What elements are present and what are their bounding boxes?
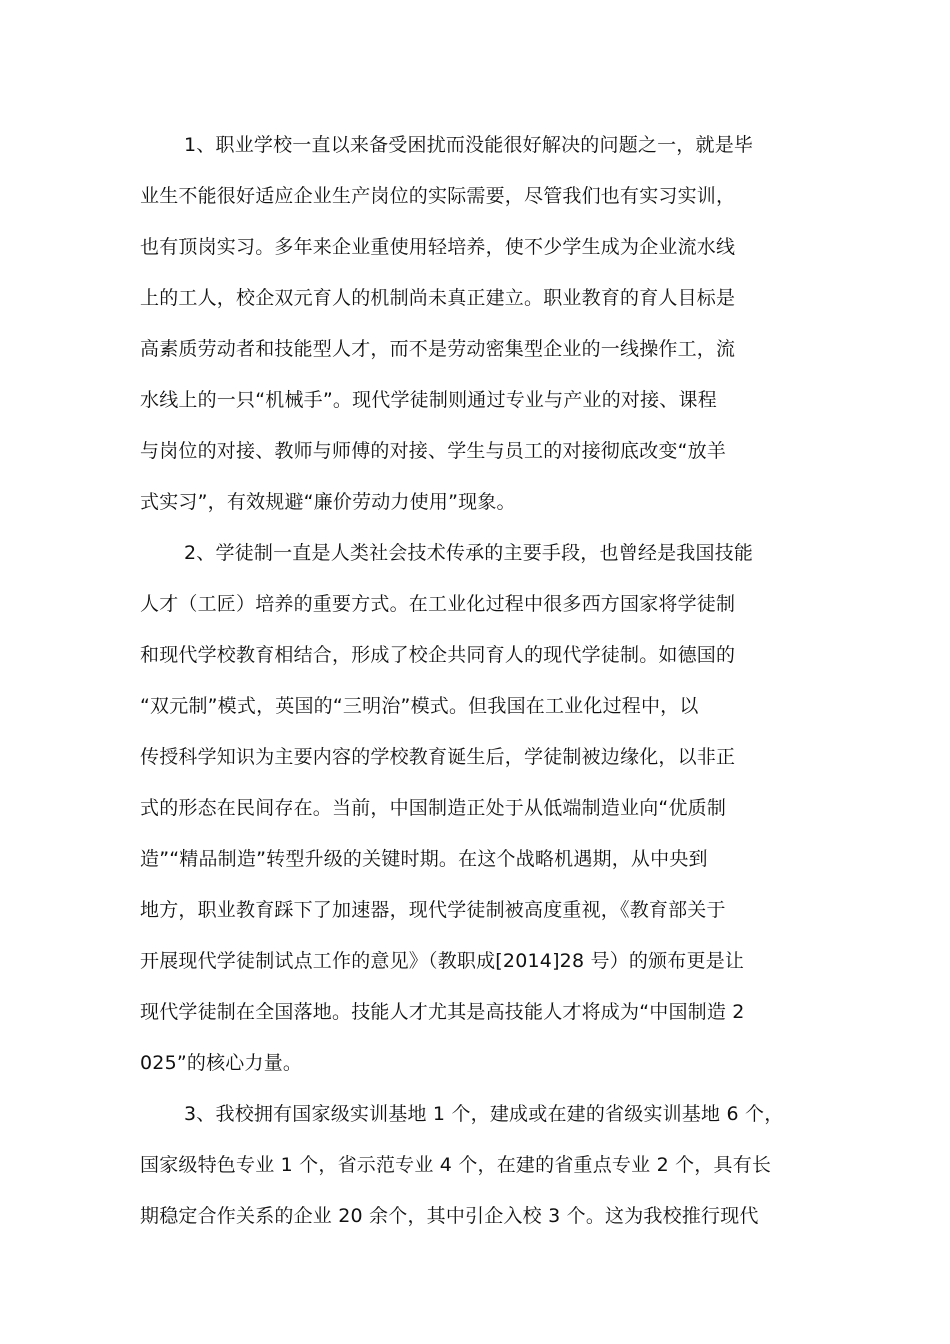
paragraph-line: “双元制”模式，英国的“三明治”模式。但我国在工业化过程中，以 — [140, 695, 699, 717]
document-body — [140, 120, 830, 1242]
paragraph-line: 上的工人，校企双元育人的机制尚未真正建立。职业教育的育人目标是 — [140, 287, 736, 309]
paragraph-line: 造”“精品制造”转型升级的关键时期。在这个战略机遇期，从中央到 — [140, 848, 708, 870]
paragraph-3 — [140, 1089, 830, 1242]
paragraph-line: 与岗位的对接、教师与师傅的对接、学生与员工的对接彻底改变“放羊 — [140, 440, 727, 462]
paragraph-line: 和现代学校教育相结合，形成了校企共同育人的现代学徒制。如德国的 — [140, 644, 736, 666]
paragraph-1 — [140, 120, 830, 528]
paragraph-line: 现代学徒制在全国落地。技能人才尤其是高技能人才将成为“中国制造 2 — [140, 1001, 745, 1023]
paragraph-2 — [140, 528, 830, 1089]
paragraph-line: 也有顶岗实习。多年来企业重使用轻培养，使不少学生成为企业流水线 — [140, 236, 736, 258]
paragraph-line: 开展现代学徒制试点工作的意见》（教职成[2014]28 号）的颁布更是让 — [140, 950, 745, 972]
paragraph-line: 高素质劳动者和技能型人才，而不是劳动密集型企业的一线操作工，流 — [140, 338, 736, 360]
paragraph-line: 2、学徒制一直是人类社会技术传承的主要手段，也曾经是我国技能 — [184, 542, 754, 564]
paragraph-line: 地方，职业教育踩下了加速器，现代学徒制被高度重视，《教育部关于 — [140, 899, 726, 921]
paragraph-line: 传授科学知识为主要内容的学校教育诞生后，学徒制被边缘化，以非正 — [140, 746, 736, 768]
paragraph-line: 期稳定合作关系的企业 20 余个，其中引企入校 3 个。这为我校推行现代 — [140, 1205, 759, 1227]
paragraph-line: 式实习”，有效规避“廉价劳动力使用”现象。 — [140, 491, 516, 513]
paragraph-line: 水线上的一只“机械手”。现代学徒制则通过专业与产业的对接、课程 — [140, 389, 717, 411]
paragraph-line: 国家级特色专业 1 个，省示范专业 4 个，在建的省重点专业 2 个，具有长 — [140, 1154, 772, 1176]
paragraph-line: 025”的核心力量。 — [140, 1052, 303, 1074]
paragraph-line: 人才（工匠）培养的重要方式。在工业化过程中很多西方国家将学徒制 — [140, 593, 736, 615]
paragraph-line: 1、职业学校一直以来备受困扰而没能很好解决的问题之一，就是毕 — [184, 134, 754, 156]
paragraph-line: 业生不能很好适应企业生产岗位的实际需要，尽管我们也有实习实训， — [140, 185, 736, 207]
paragraph-line: 式的形态在民间存在。当前，中国制造正处于从低端制造业向“优质制 — [140, 797, 727, 819]
paragraph-line: 3、我校拥有国家级实训基地 1 个，建成或在建的省级实训基地 6 个， — [184, 1103, 784, 1125]
